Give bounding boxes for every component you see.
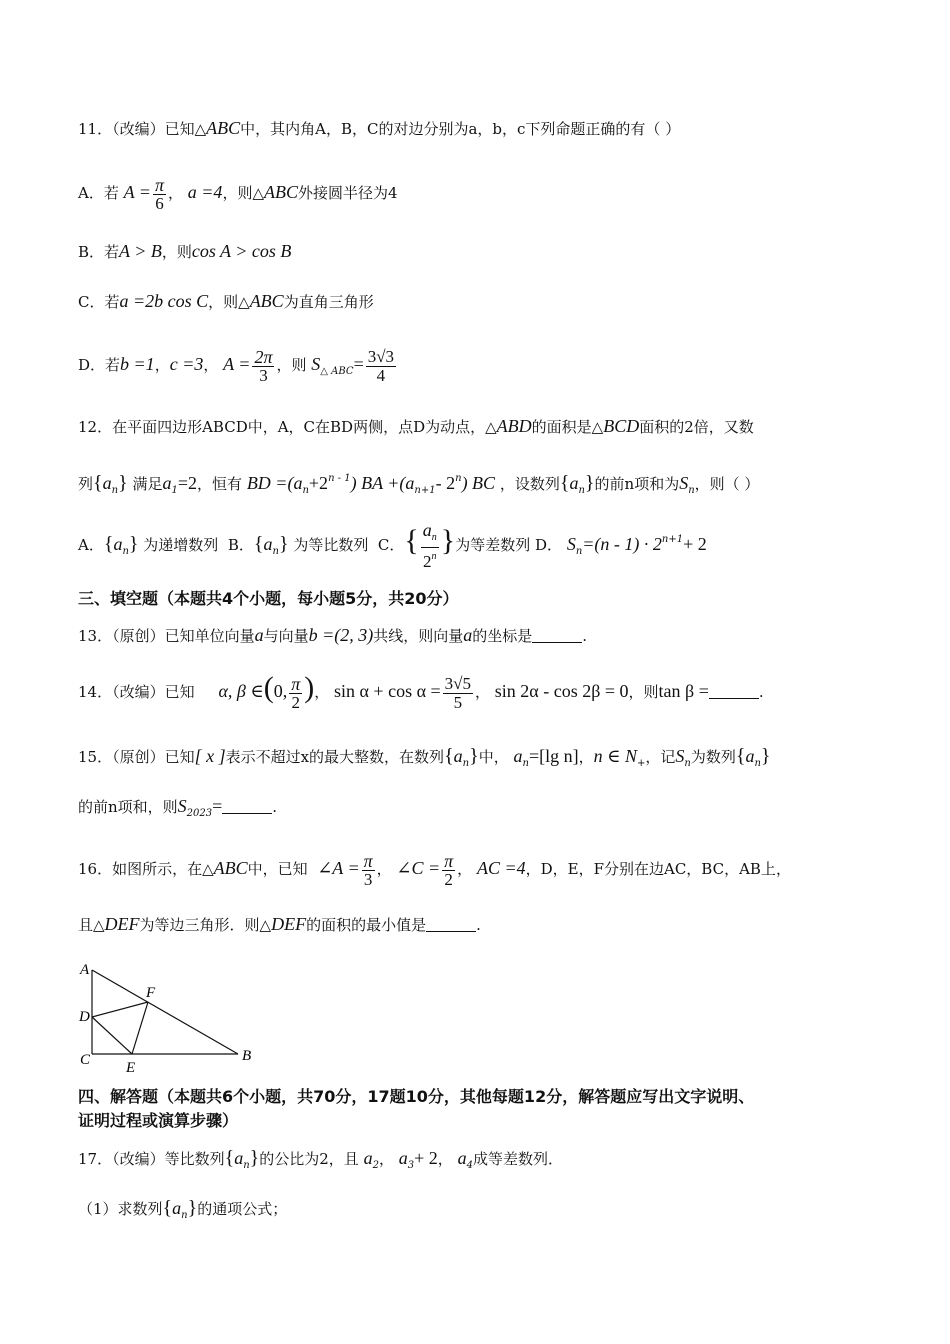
segment-df [92,1002,148,1017]
section-4-heading-cont: 证明过程或演算步骤） [78,1111,239,1130]
q17-part1: （1）求数列$\{a_n\}$的通项公式； [78,1197,288,1221]
q14: 14．（改编）已知 α, β ∈(0, $\frac{\pi}{2}$ )， sin α + cos α = $\frac{3√5}{5}$ ， sin 2α - cos 2β = 0，则tan β = . [78,671,764,712]
label-d: D [79,1009,90,1025]
q12-options: A．$\{a_n\}$ 为递增数列 B．$\{a_n\}$ 为等比数列 C．{ $\frac{a_n}{2^n}$ }为等差数列 D． $S_n=(n - 1) \cdot 2^{n+1}+ 2$ [78,520,707,571]
q11-option-a: A．若 A = $\frac{\pi}{6}$ ， a =4，则△ABC外接圆半径为4 [78,174,398,213]
triangle-figure [76,960,266,1075]
answer-blank[interactable] [222,799,272,814]
q16-line2: 且△DEF为等边三角形．则△DEF的面积的最小值是 . [78,914,481,934]
q11-stem: 11．（改编）已知△ABC中，其内角A，B，C的对边分别为a，b，c下列命题正确的有（ ） [78,118,681,138]
q15-line2: 的前n项和，则$S_{2023}=$ . [78,796,278,819]
q11-option-c: C．若a =2b cos C，则△ABC为直角三角形 [78,291,374,311]
label-b: B [242,1048,252,1064]
label-a: A [80,962,90,978]
label-c: C [80,1052,91,1068]
segment-fe [132,1002,148,1054]
q11-option-b: B．若A > B，则cos A > cos B [78,241,292,261]
label-e: E [126,1060,136,1075]
segment-ed [92,1017,132,1054]
q17-stem: 17．（改编）等比数列$\{a_n\}$的公比为2，且 $a_2$， $a_3+ 2$， $a_4$成等差数列． [78,1147,563,1171]
answer-blank[interactable] [426,917,476,932]
label-f: F [146,985,156,1001]
side-ab [92,970,238,1054]
q15-line1: 15．（原创）已知[ x ]表示不超过x的最大整数，在数列$\{a_n\}$中， $a_n=[\lg$ n]，n ∈ $N_+$，记$S_n$为数列$\{a_n\}$ [78,745,771,769]
section-4-heading: 四、解答题（本题共6个小题，共70分，17题10分，其他每题12分，解答题应写出文字说明、 [78,1087,755,1106]
q11-option-d: D．若b =1，c =3， A = $\frac{2\pi}{3}$ ，则 $S_{\triangle ABC}=$ $\frac{3√3}{4}$ [78,346,395,385]
q16-line1: 16．如图所示，在△ABC中，已知 ∠A = $\frac{\pi}{3}$ ， ∠C = $\frac{\pi}{2}$ ， AC =4，D，E，F分别在边AC，BC，AB上， [78,850,791,889]
answer-blank[interactable] [709,684,759,699]
answer-blank[interactable] [532,628,582,643]
q12-stem-line2: 列$\{a_n\}$ 满足$a_1=2$，恒有 BD $=(a_n+2^{n - 1})$ BA $+(a_{n+1}-$ 2$^n$) BC ，设数列$\{a_n\}$的前n项和为$S_n$，则（ ） [78,472,760,496]
q12-stem-line1: 12．在平面四边形ABCD中，A，C在BD两侧，点D为动点，△ABD的面积是△BCD面积的2倍，又数 [78,416,754,436]
q13: 13．（原创）已知单位向量a与向量b =(2, 3)共线，则向量a的坐标是 . [78,625,588,645]
section-3-heading: 三、填空题（本题共4个小题，每小题5分，共20分） [78,589,459,608]
